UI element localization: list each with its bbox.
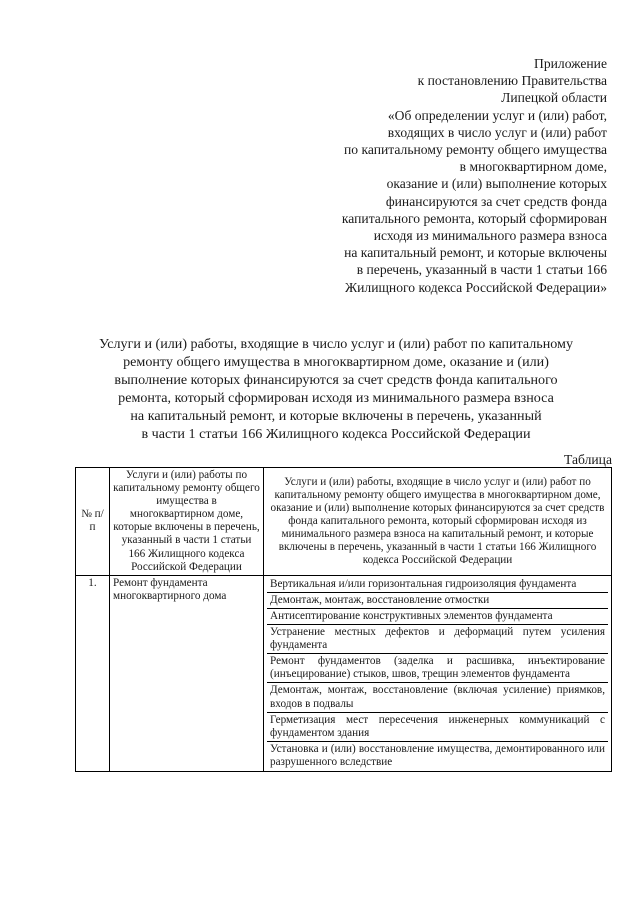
appendix-line: к постановлению Правительства: [417, 73, 607, 89]
work-item: Установка и (или) восстановление имущества, демонтированного или разрушенного вследствие: [270, 742, 605, 768]
appendix-line: финансируются за счет средств фонда: [385, 193, 607, 209]
appendix-line: капитального ремонта, который сформирован: [341, 210, 607, 226]
table-header-row: [76, 468, 612, 576]
title-line: в части 1 статьи 166 Жилищного кодекса Российской Федерации: [141, 425, 531, 442]
work-item: Устранение местных дефектов и деформаций путем усиления фундамента: [267, 625, 608, 654]
work-item: Демонтаж, монтаж, восстановление (включая усиление) приямков, входов в подвалы: [267, 683, 608, 712]
title-line: ремонта, который сформирован исходя из минимального размера взноса: [118, 389, 554, 406]
header-number: № п/п: [76, 468, 110, 576]
title-line: ремонту общего имущества в многоквартирном доме, оказание и (или): [123, 353, 549, 370]
appendix-line: на капитальный ремонт, и которые включены: [344, 245, 607, 261]
work-item: Антисептирование конструктивных элементов фундамента: [267, 609, 608, 625]
appendix-line: входящих в число услуг и (или) работ: [387, 124, 607, 140]
appendix-line: оказание и (или) выполнение которых: [386, 176, 607, 192]
row-service: Ремонт фундамента многоквартирного дома: [110, 575, 264, 771]
title-line: на капитальный ремонт, и которые включены в перечень, указанный: [130, 407, 542, 424]
title-line: выполнение которых финансируются за счет средств фонда капитального: [114, 371, 558, 388]
work-item: Ремонт фундаментов (заделка и расшивка, инъектирование (инъецирование) стыков, швов, трещин элементов фундамента: [267, 654, 608, 683]
header-works: Услуги и (или) работы, входящие в число услуг и (или) работ по капитальному ремонту общего имущества в многоквартирном доме, оказание и (или) выполнение которых финансируются за счет средств фонда капитального ремонта, который сформирован исходя из минимального размера взноса на капитальный ремонт, и которые включены в перечень, указанный в части 1 статьи 166 Жилищного кодекса Российской Федерации: [264, 468, 612, 576]
row-number: 1.: [76, 575, 110, 771]
appendix-header: [277, 55, 607, 296]
appendix-line: по капитальному ремонту общего имущества: [344, 142, 607, 158]
appendix-line: в перечень, указанный в части 1 статьи 166: [356, 262, 607, 278]
table-label: Таблица: [564, 452, 612, 467]
appendix-line: Липецкой области: [501, 90, 607, 106]
works-table: [75, 467, 612, 772]
title-line: Услуги и (или) работы, входящие в число услуг и (или) работ по капитальному: [98, 336, 574, 352]
row-works: [264, 575, 612, 771]
appendix-line: «Об определении услуг и (или) работ,: [387, 107, 607, 123]
table-row: [76, 575, 612, 771]
work-item: Вертикальная и/или горизонтальная гидроизоляция фундамента: [267, 577, 608, 593]
appendix-line: Жилищного кодекса Российской Федерации»: [344, 279, 607, 295]
appendix-line: Приложение: [534, 56, 607, 71]
header-service: Услуги и (или) работы по капитальному ремонту общего имущества в многоквартирном доме, которые включены в перечень, указанный в части 1 статьи 166 Жилищного кодекса Российской Федерации: [110, 468, 264, 576]
document-title: [60, 336, 612, 443]
appendix-line: в многоквартирном доме,: [459, 159, 607, 175]
work-item: Герметизация мест пересечения инженерных коммуникаций с фундаментом здания: [267, 713, 608, 742]
work-item: Демонтаж, монтаж, восстановление отмостки: [267, 593, 608, 609]
appendix-line: исходя из минимального размера взноса: [373, 228, 607, 244]
